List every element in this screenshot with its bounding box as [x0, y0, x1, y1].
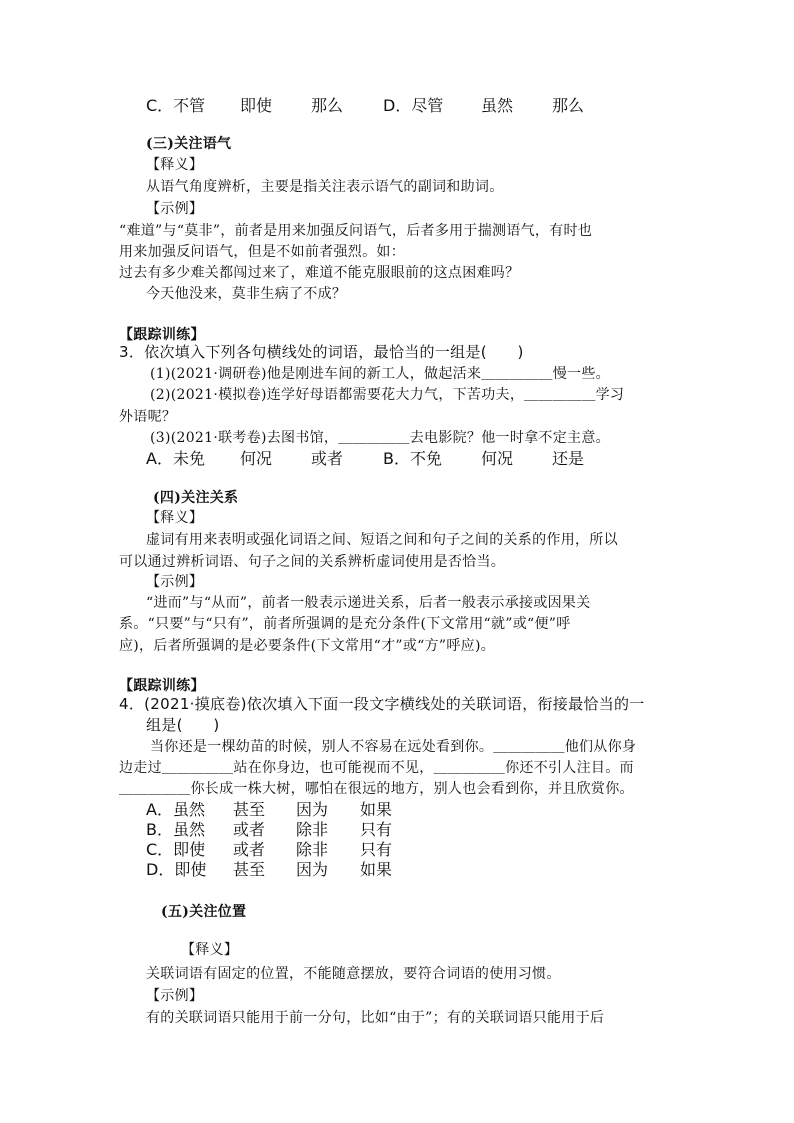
section5-example-line1: 有的关联词语只能用于前一分句，比如“由于”；有的关联词语只能用于后 — [146, 1010, 605, 1026]
training4-option-c-word2: 或者 — [233, 840, 266, 859]
section4-example-line2: 系。“只要”与“只有”，前者所强调的是充分条件(下文常用“就”或“便”呼 — [119, 616, 571, 632]
section4-heading: (四)关注关系 — [153, 490, 239, 506]
training4-option-d: D．即使 — [146, 860, 207, 879]
training4-label: 【跟踪训练】 — [119, 678, 205, 694]
training4-option-b-word2: 或者 — [233, 820, 266, 839]
training4-option-c-word3: 除非 — [296, 840, 329, 859]
training3-sub2-line2: 外语呢？ — [119, 409, 177, 425]
training3-question: 3．依次填入下列各句横线处的词语，最恰当的一组是( ) — [119, 343, 524, 361]
training4-passage-line1: 当你还是一棵幼苗的时候，别人不容易在远处看到你。＿＿＿＿＿他们从你身 — [150, 739, 637, 755]
section4-meaning-line1: 虚词有用来表明或强化词语之间、短语之间和句子之间的关系的作用，所以 — [146, 532, 618, 548]
option-c: C．不管 — [146, 96, 206, 115]
training3-option-b: B．不免 — [383, 449, 442, 468]
training4-option-a: A．虽然 — [146, 800, 205, 819]
training3-option-b-word3: 还是 — [552, 449, 585, 468]
section3-meaning-label: 【释义】 — [146, 157, 204, 173]
training4-question-line1: 4．(2021·摸底卷)依次填入下面一段文字横线处的关联词语，衔接最恰当的一 — [119, 695, 645, 713]
training4-option-c-word4: 只有 — [360, 840, 393, 859]
option-c-word3: 那么 — [311, 96, 344, 115]
training4-option-b: B．虽然 — [146, 820, 205, 839]
section4-meaning-label: 【释义】 — [146, 510, 204, 526]
training3-sub1: (1)(2021·调研卷)他是刚进车间的新工人，做起活来＿＿＿＿＿慢一些。 — [150, 366, 610, 382]
training3-sub2-line1: (2)(2021·模拟卷)连学好母语都需要花大力气，下苦功夫，＿＿＿＿＿学习 — [150, 387, 625, 403]
training4-passage-line2: 边走过＿＿＿＿＿站在你身边，也可能视而不见，＿＿＿＿＿你还不引人注目。而 — [119, 760, 634, 776]
option-d-word2: 虽然 — [481, 96, 514, 115]
section3-example-line3: 过去有多少难关都闯过来了，难道不能克服眼前的这点困难吗？ — [119, 265, 520, 281]
section4-example-line1: “进而”与“从而”，前者一般表示递进关系，后者一般表示承接或因果关 — [146, 595, 591, 611]
training3-label: 【跟踪训练】 — [119, 327, 205, 343]
section3-heading: (三)关注语气 — [146, 136, 232, 152]
section3-example-line4: 今天他没来，莫非生病了不成？ — [146, 286, 347, 302]
training3-sub3: (3)(2021·联考卷)去图书馆，＿＿＿＿＿去电影院？他一时拿不定主意。 — [150, 430, 610, 446]
training3-option-a-word3: 或者 — [311, 449, 344, 468]
training4-option-b-word3: 除非 — [296, 820, 329, 839]
training4-option-b-word4: 只有 — [360, 820, 393, 839]
training4-question-line2: 组是( ) — [146, 716, 220, 734]
section5-example-label: 【示例】 — [146, 988, 204, 1004]
training4-passage-line3: ＿＿＿＿＿你长成一株大树，哪怕在很远的地方，别人也会看到你，并且欣赏你。 — [119, 781, 634, 797]
training4-option-d-word4: 如果 — [360, 860, 393, 879]
section4-example-line3: 应)，后者所强调的是必要条件(下文常用“才”或“方”呼应)。 — [119, 638, 496, 654]
training4-option-a-word3: 因为 — [296, 800, 329, 819]
section3-example-line1: “难道”与“莫非”，前者是用来加强反问语气，后者多用于揣测语气，有时也 — [119, 223, 593, 239]
section3-meaning-text: 从语气角度辨析，主要是指关注表示语气的副词和助词。 — [146, 179, 504, 195]
option-d: D．尽管 — [383, 96, 444, 115]
section5-heading: (五)关注位置 — [161, 904, 247, 920]
section4-meaning-line2: 可以通过辨析词语、句子之间的关系辨析虚词使用是否恰当。 — [119, 554, 506, 570]
training4-option-a-word4: 如果 — [360, 800, 393, 819]
training4-option-a-word2: 甚至 — [233, 800, 266, 819]
training3-option-b-word2: 何况 — [481, 449, 514, 468]
section4-example-label: 【示例】 — [146, 574, 204, 590]
training3-option-a: A．未免 — [146, 449, 205, 468]
section3-example-label: 【示例】 — [146, 201, 204, 217]
training4-option-d-word2: 甚至 — [233, 860, 266, 879]
option-d-word3: 那么 — [552, 96, 585, 115]
section3-example-line2: 用来加强反问语气，但是不如前者强烈。如： — [119, 244, 405, 260]
training4-option-c: C．即使 — [146, 840, 206, 859]
option-c-word2: 即使 — [240, 96, 273, 115]
training3-option-a-word2: 何况 — [240, 449, 273, 468]
section5-meaning-text: 关联词语有固定的位置，不能随意摆放，要符合词语的使用习惯。 — [146, 966, 561, 982]
section5-meaning-label: 【释义】 — [181, 942, 239, 958]
training4-option-d-word3: 因为 — [296, 860, 329, 879]
